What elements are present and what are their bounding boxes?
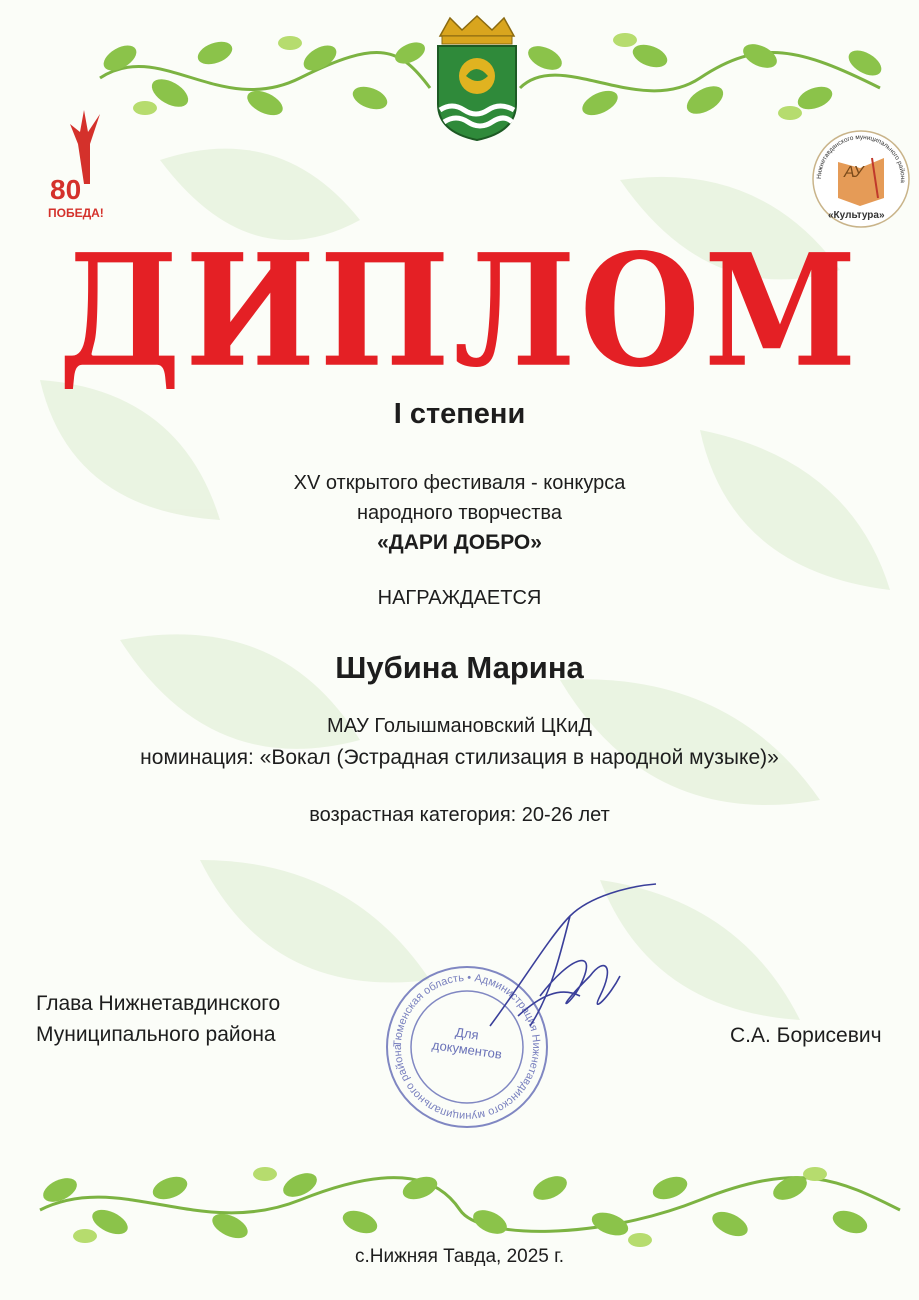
culture-logo-name: «Культура» (828, 210, 885, 221)
stamp-center-line2: документов (431, 1037, 503, 1062)
svg-text:Тюменская область • Администра: Тюменская область • Администрация Нижнетавдинского муниципального района (391, 971, 543, 1123)
awarded-label: НАГРАЖДАЕТСЯ (377, 587, 542, 609)
festival-line1: XV открытого фестиваля - конкурса (293, 472, 626, 494)
diploma-title: ДИПЛОМ (58, 219, 861, 402)
nomination-line: номинация: «Вокал (Эстрадная стилизация в народной музыке)» (140, 746, 779, 769)
diploma-degree: I степени (393, 398, 526, 430)
victory-80-emblem (42, 104, 112, 224)
handwritten-signature (430, 876, 670, 1046)
recipient-name: Шубина Марина (335, 650, 584, 685)
signatory-position (36, 988, 280, 1050)
festival-line2: народного творчества (357, 502, 562, 524)
stamp-center-line1: Для (454, 1024, 480, 1043)
age-category-line: возрастная категория: 20-26 лет (309, 804, 610, 826)
victory-number: 80 (50, 174, 82, 205)
monument-icon (64, 104, 104, 184)
culture-org-logo (810, 128, 912, 230)
culture-logo-initials: АУ (844, 164, 864, 181)
footer-place-date: с.Нижняя Тавда, 2025 г. (354, 1246, 565, 1267)
festival-name: «ДАРИ ДОБРО» (377, 531, 542, 554)
signatory-position-line1: Глава Нижнетавдинского (36, 992, 281, 1015)
signatory-name: С.А. Борисевич (730, 1024, 882, 1047)
signatory-position-line2: Муниципального района (36, 1023, 276, 1046)
coat-of-arms-icon (432, 14, 522, 142)
victory-caption: ПОБЕДА! (48, 206, 104, 220)
bottom-vine-ornament (0, 1160, 919, 1250)
organization-line: МАУ Голышмановский ЦКиД (327, 715, 592, 737)
svg-text:Нижнетавдинского муниципальног: Нижнетавдинского муниципального района (815, 133, 907, 184)
